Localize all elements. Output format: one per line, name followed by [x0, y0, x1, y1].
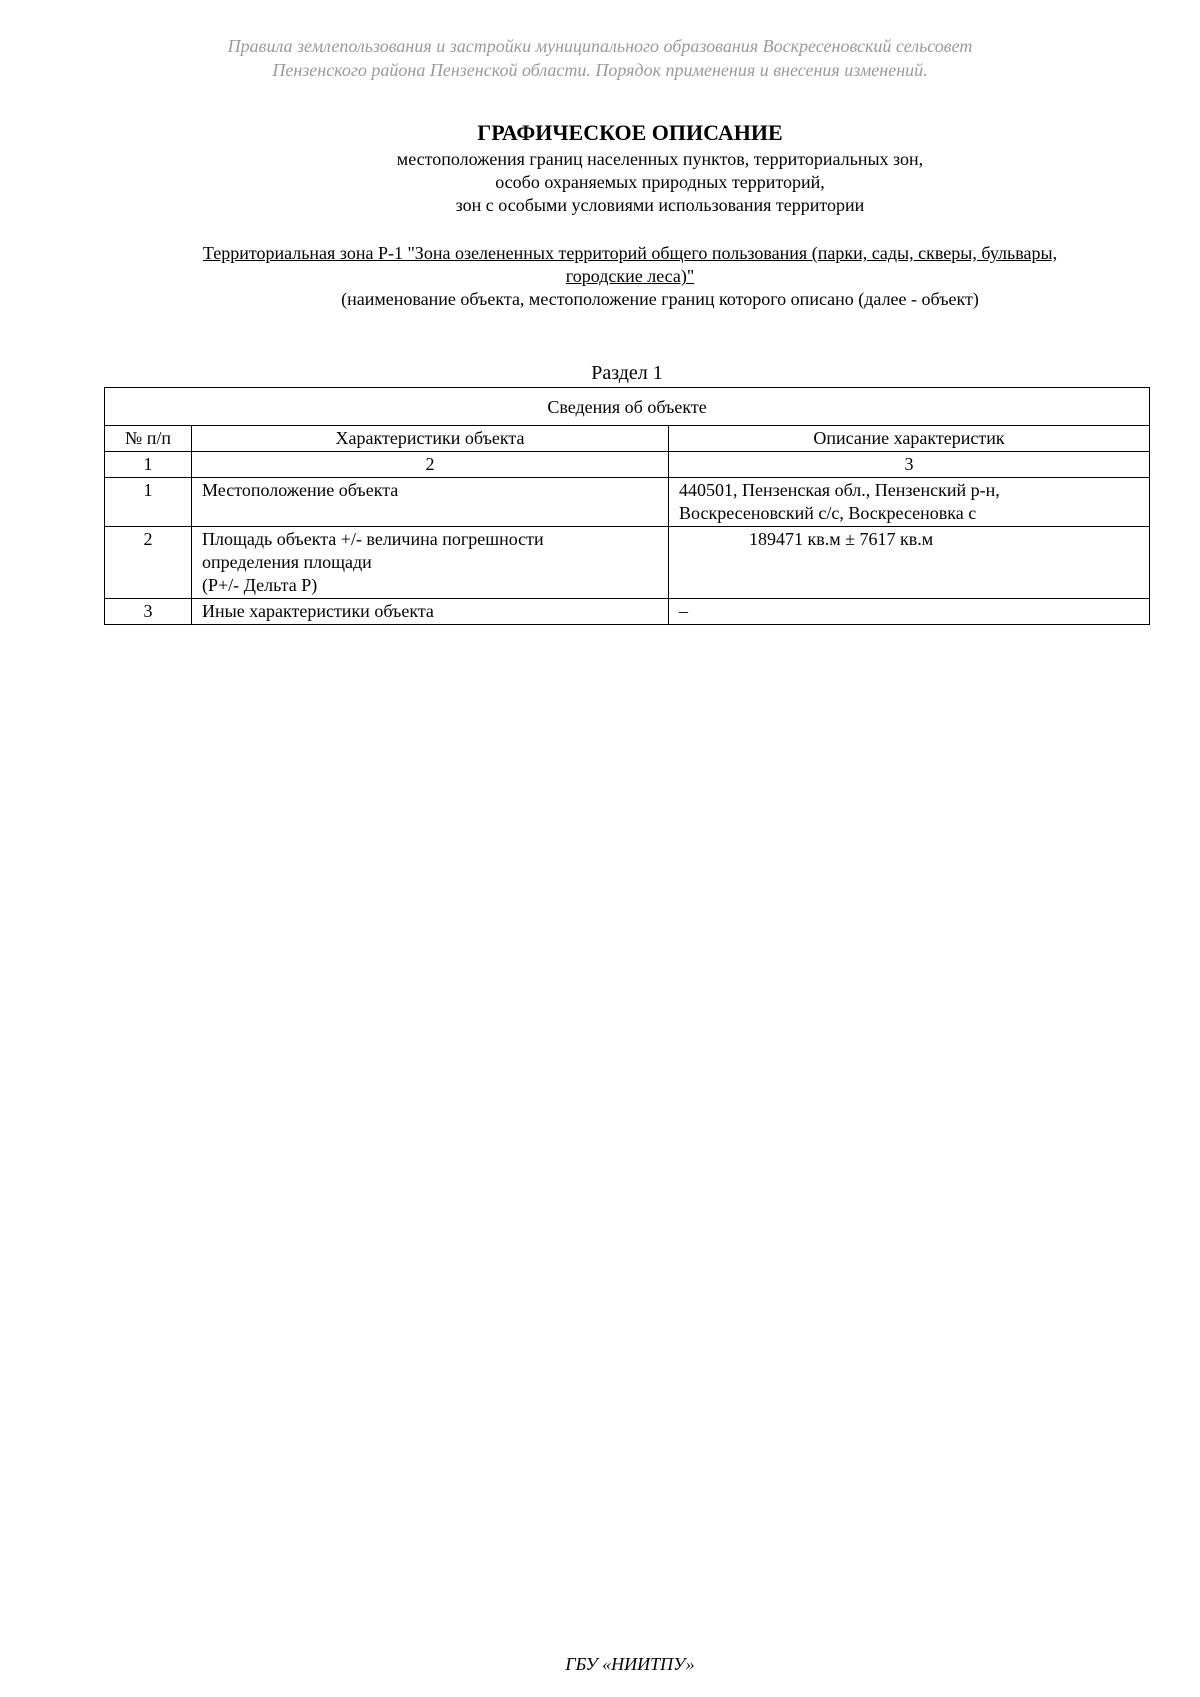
row-number: 3	[105, 599, 192, 625]
document-title: ГРАФИЧЕСКОЕ ОПИСАНИЕ	[477, 120, 783, 145]
table-header-row	[105, 426, 1150, 452]
header-characteristic: Характеристики объекта	[192, 426, 669, 452]
row-number: 1	[105, 478, 192, 527]
characteristic-line: Местоположение объекта	[202, 480, 399, 500]
document-subtitle	[0, 148, 1200, 217]
characteristic-line: (P+/- Дельта P)	[202, 575, 318, 595]
description-line: 440501, Пензенская обл., Пензенский р-н,	[679, 480, 1000, 500]
object-name	[140, 242, 1120, 288]
subtitle-line-3: зон с особыми условиями использования территории	[455, 195, 865, 215]
row-description	[669, 527, 1150, 599]
description-line: –	[679, 601, 688, 621]
subtitle-line-1: местоположения границ населенных пунктов, территориальных зон,	[396, 149, 924, 169]
characteristic-line: Площадь объекта +/- величина погрешности	[202, 529, 544, 549]
section-title: Раздел 1	[591, 362, 663, 384]
table-row	[105, 478, 1150, 527]
table-caption: Сведения об объекте	[105, 388, 1150, 426]
description-line: 189471 кв.м ± 7617 кв.м	[749, 529, 934, 549]
column-numbers-row	[105, 452, 1150, 478]
characteristic-line: Иные характеристики объекта	[202, 601, 434, 621]
subtitle-line-2: особо охраняемых природных территорий,	[495, 172, 825, 192]
header-number: № п/п	[105, 426, 192, 452]
object-info-table	[104, 387, 1150, 625]
characteristic-line: определения площади	[202, 552, 372, 572]
running-header	[0, 34, 1200, 82]
object-name-caption: (наименование объекта, местоположение границ которого описано (далее - объект)	[341, 289, 979, 309]
object-name-line-2: городские леса)"	[565, 266, 695, 286]
description-line: Воскресеновский с/с, Воскресеновка с	[679, 503, 977, 523]
table-row	[105, 527, 1150, 599]
table-caption-row	[105, 388, 1150, 426]
row-number: 2	[105, 527, 192, 599]
page-footer: ГБУ «НИИТПУ»	[565, 1654, 695, 1674]
running-header-line-1: Правила землепользования и застройки муниципального образования Воскресеновский сельсовет	[227, 36, 973, 56]
row-description	[669, 599, 1150, 625]
header-description: Описание характеристик	[669, 426, 1150, 452]
row-characteristic	[192, 478, 669, 527]
row-characteristic	[192, 527, 669, 599]
column-number-3: 3	[669, 452, 1150, 478]
row-characteristic	[192, 599, 669, 625]
column-number-2: 2	[192, 452, 669, 478]
table-row	[105, 599, 1150, 625]
running-header-line-2: Пензенского района Пензенской области. Порядок применения и внесения изменений.	[272, 60, 928, 80]
column-number-1: 1	[105, 452, 192, 478]
object-name-line-1: Территориальная зона Р-1 "Зона озелененных территорий общего пользования (парки, сады, скверы, бульвары,	[202, 243, 1058, 263]
row-description	[669, 478, 1150, 527]
